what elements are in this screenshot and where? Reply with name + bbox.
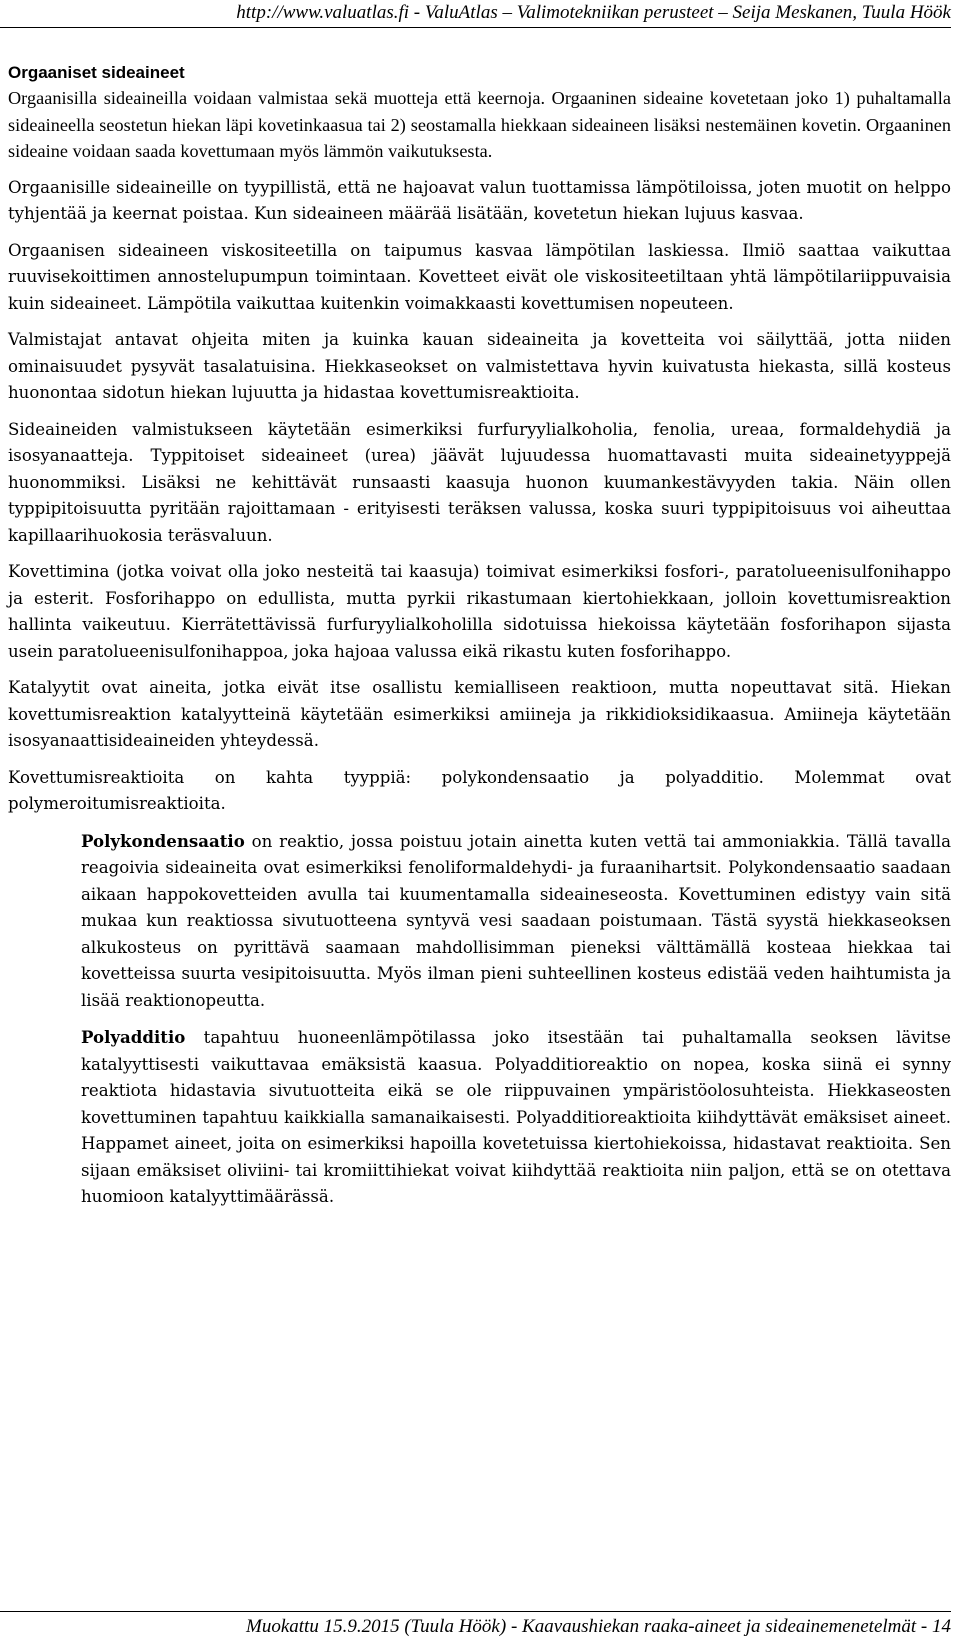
paragraph-hardeners: Kovettimina (jotka voivat olla joko nesteitä tai kaasuja) toimivat esimerkiksi fosfori-, paratolueenisulfonihappo ja esterit. Fosforihappo on edullista, mutta pyrkii rikastumaan kiertohiekkaan, jolloin kovettumisreaktion hallinta vaikeutuu. Kierrätettävissä furfuryylialkoholilla sidotuissa hiekoissa käytetään fosforihapon sijasta usein paratolueenisulfonihappoa, joka hajoaa valussa eikä rikastu kuten fosforihappo. xyxy=(8,562,951,661)
polyaddition-text: tapahtuu huoneenlämpötilassa joko itsestään tai puhaltamalla seoksen lävitse katalyyttisesti vaikuttavaa emäksistä kaasua. Polyadditioreaktio on nopea, koska siinä ei synny reaktiota hidastavia sivutuotteita eikä se ole riippuvainen ympäristöolosuhteista. Hiekkaseosten kovettuminen tapahtuu kaikkialla samanaikaisesti. Polyadditioreaktioita kiihdyttävät emäksiset aineet. Happamet aineet, joita on esimerkiksi hapoilla kovetetuissa kiertohiekoissa, hidastavat reaktioita. Sen sijaan emäksiset oliviini- tai kromiittihiekat voivat kiihdyttää reaktioita niin paljon, että se on otettava huomioon katalyyttimäärässä. xyxy=(81,1028,951,1206)
page-footer: Muokattu 15.9.2015 (Tuula Höök) - Kaavaushiekan raaka-aineet ja sideainemenetelmät - 14 xyxy=(246,1616,951,1637)
term-polycondensation: Polykondensaatio xyxy=(81,830,245,851)
paragraph-storage: Valmistajat antavat ohjeita miten ja kuinka kauan sideaineita ja kovetteita voi säilyttää, jotta niiden ominaisuudet pysyvät tasalatuisina. Hiekkaseokset on valmistettava hyvin kuivatusta hiekasta, sillä kosteus huonontaa sidotun hiekan lujuutta ja hidastaa kovettumisreaktioita. xyxy=(8,330,951,402)
paragraph-raw-materials: Sideaineiden valmistukseen käytetään esimerkiksi furfuryylialkoholia, fenolia, ureaa, formaldehydiä ja isosyanaatteja. Typpitoiset sideaineet (urea) jäävät lujuudessa huomattavasti muita sideainetyyppejä huonommiksi. Lisäksi ne kehittävät runsaasti kaasuja huonon kuumankestävyyden takia. Näin ollen typpipitoisuutta pyritään rajoittamaan - erityisesti teräksen valussa, koska suuri typpipitoisuus voi aiheuttaa kapillaarihuokosia teräsvaluun. xyxy=(8,419,951,545)
page-header: http://www.valuatlas.fi - ValuAtlas – Valimotekniikan perusteet – Seija Meskanen, Tuula Höök xyxy=(236,2,951,23)
header-divider xyxy=(0,27,951,28)
term-polyaddition: Polyadditio xyxy=(81,1027,186,1047)
paragraph-polyaddition xyxy=(81,1024,951,1211)
paragraph-catalysts: Katalyytit ovat aineita, jotka eivät itse osallistu kemialliseen reaktioon, mutta nopeuttavat sitä. Hiekan kovettumisreaktion katalyytteinä käytetään esimerkiksi amiineja ja rikkidioksidikaasua. Amiineja käytetään isosyanaattisideaineiden yhteydessä. xyxy=(8,678,951,750)
paragraph-viscosity: Orgaanisen sideaineen viskositeetilla on taipumus kasvaa lämpötilan laskiessa. Ilmiö saattaa vaikuttaa ruuvisekoittimen annostelupumpun toimintaan. Kovetteet eivät ole viskositeetiltaan yhtä lämpötilariippuvaisia kuin sideaineet. Lämpötila vaikuttaa kuitenkin voimakkaasti kovettumisen nopeuteen. xyxy=(8,240,951,313)
section-title: Orgaaniset sideaineet xyxy=(8,63,185,82)
document-body xyxy=(8,85,951,1211)
paragraph-properties: Orgaanisille sideaineille on tyypillistä, että ne hajoavat valun tuottamissa lämpötiloissa, joten muotit on helppo tyhjentää ja keernat poistaa. Kun sideaineen määrää lisätään, kovetetun hiekan lujuus kasvaa. xyxy=(8,177,951,223)
paragraph-intro: Orgaanisilla sideaineilla voidaan valmistaa sekä muotteja että keernoja. Orgaaninen sideaine kovetetaan joko 1) puhaltamalla sideaineella seostetun hiekan läpi kovetinkaasua tai 2) seostamalla hiekkaan sideaineen lisäksi nestemäinen kovetin. Orgaaninen sideaine voidaan saada kovettumaan myös lämmön vaikutuksesta. xyxy=(8,88,951,161)
footer-divider xyxy=(0,1611,951,1612)
paragraph-polycondensation xyxy=(81,828,951,1015)
paragraph-reaction-types: Kovettumisreaktioita on kahta tyyppiä: polykondensaatio ja polyadditio. Molemmat ovat polymeroitumisreaktioita. xyxy=(8,767,951,813)
polycondensation-text: on reaktio, jossa poistuu jotain ainetta kuten vettä tai ammoniakkia. Tällä tavalla reagoivia sideaineita ovat esimerkiksi fenoliformaldehydi- ja furaanihartsit. Polykondensaatio saadaan aikaan happokovetteiden avulla tai kuumentamalla sideaineseosta. Kovettuminen edistyy vain sitä mukaa kun reaktiossa sivutuotteena syntyvä vesi saadaan poistumaan. Tästä syystä hiekkaseoksen alkukosteus on pyrittävä saamaan mahdollisimman pieneksi välttämällä kosteaa hiekkaa tai kovetteissa suurta vesipitoisuutta. Myös ilman pieni suhteellinen kosteus edistää veden haihtumista ja lisää reaktionopeutta. xyxy=(81,831,951,1010)
